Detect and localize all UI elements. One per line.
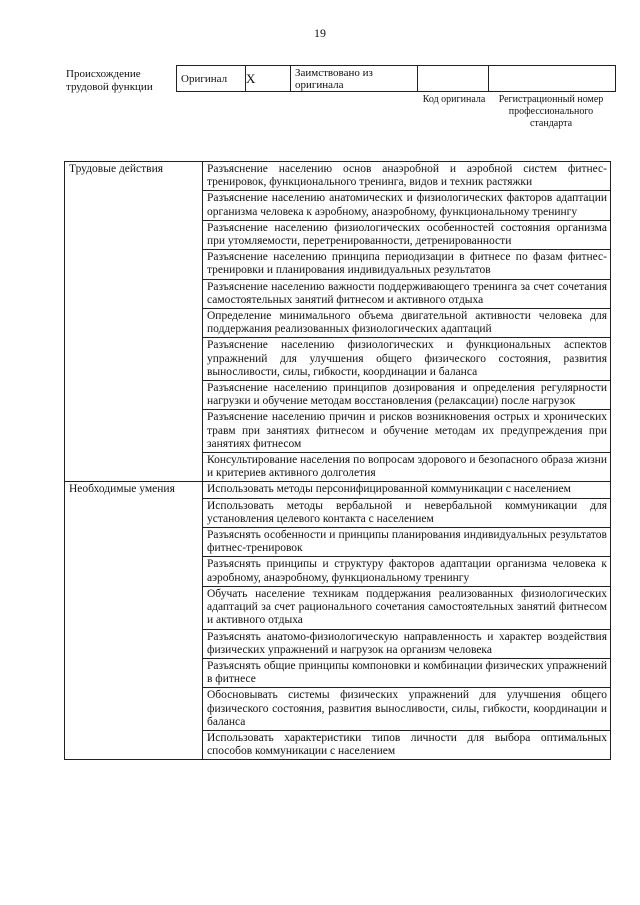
section-item: Разъяснение населению принципов дозирования и определения регулярности нагрузки и обучение методам восстановления (релаксации) после нагрузок [203, 381, 611, 410]
section-item: Разъяснение населению физиологических особенностей состояния организма при утомляемости, перетренированности, детренированности [203, 220, 611, 249]
section-item: Использовать характеристики типов личности для выбора оптимальных способов коммуникации с населением [203, 730, 611, 759]
table-row [65, 162, 611, 191]
section-item: Определение минимального объема двигательной активности человека для поддержания реализованных физиологических адаптаций [203, 309, 611, 338]
section-item: Обучать население техникам поддержания реализованных физиологических адаптаций за счет рационального сочетания самостоятельных занятий фитнесом и активного отдыха [203, 586, 611, 629]
section-item: Разъяснение населению анатомических и физиологических факторов адаптации организма человека к аэробному, анаэробному, функциональному тренингу [203, 191, 611, 220]
reg-caption: Регистрационный номер профессионального стандарта [498, 94, 604, 129]
origin-label: Происхождение трудовой функции [66, 68, 153, 93]
borrowed-cell: Заимствовано из оригинала [291, 66, 418, 92]
section-item: Разъяснение населению причин и рисков возникновения острых и хронических травм при занятиях фитнесом и обучение методам их предупреждения при занятиях фитнесом [203, 410, 611, 453]
code-cell [418, 66, 489, 92]
original-cell: Оригинал [177, 66, 246, 92]
reg-number-cell [489, 66, 616, 92]
section-item: Разъяснение населению важности поддерживающего тренинга за счет сочетания самостоятельных занятий фитнесом и активного отдыха [203, 279, 611, 308]
original-mark: X [246, 66, 291, 92]
section-item: Разъяснять общие принципы компоновки и комбинации физических упражнений в фитнесе [203, 658, 611, 687]
section-item: Использовать методы персонифицированной коммуникации с населением [203, 482, 611, 498]
function-table [64, 161, 611, 760]
table-row [65, 482, 611, 498]
section-item: Консультирование населения по вопросам здорового и безопасного образа жизни и критериев активного долголетия [203, 453, 611, 482]
section-item: Обосновывать системы физических упражнений для улучшения общего физического состояния, развития выносливости, силы, гибкости, координации и баланса [203, 688, 611, 731]
code-caption: Код оригинала [422, 94, 486, 105]
section-item: Использовать методы вербальной и невербальной коммуникации для установления целевого контакта с населением [203, 498, 611, 527]
section-item: Разъяснение населению основ анаэробной и аэробной систем фитнес-тренировок, функционального тренинга, видов и техник растяжки [203, 162, 611, 191]
section-item: Разъяснять особенности и принципы планирования индивидуальных результатов фитнес-тренировок [203, 528, 611, 557]
origin-table [176, 65, 616, 92]
section-item: Разъяснять анатомо-физиологическую направленность и характер воздействия физических упражнений и нагрузок на организм человека [203, 629, 611, 658]
section-item: Разъяснять принципы и структуру факторов адаптации организма человека к аэробному, анаэробному, функциональному тренингу [203, 557, 611, 586]
section-item: Разъяснение населению принципа периодизации в фитнесе по фазам фитнес-тренировки и планирования индивидуальных результатов [203, 250, 611, 279]
page-number: 19 [314, 26, 326, 40]
section-item: Разъяснение населению физиологических и функциональных аспектов упражнений для улучшения общего физического состояния, развития выносливости, силы, гибкости, координации и баланса [203, 338, 611, 381]
section-title: Необходимые умения [65, 482, 203, 760]
section-title: Трудовые действия [65, 162, 203, 482]
